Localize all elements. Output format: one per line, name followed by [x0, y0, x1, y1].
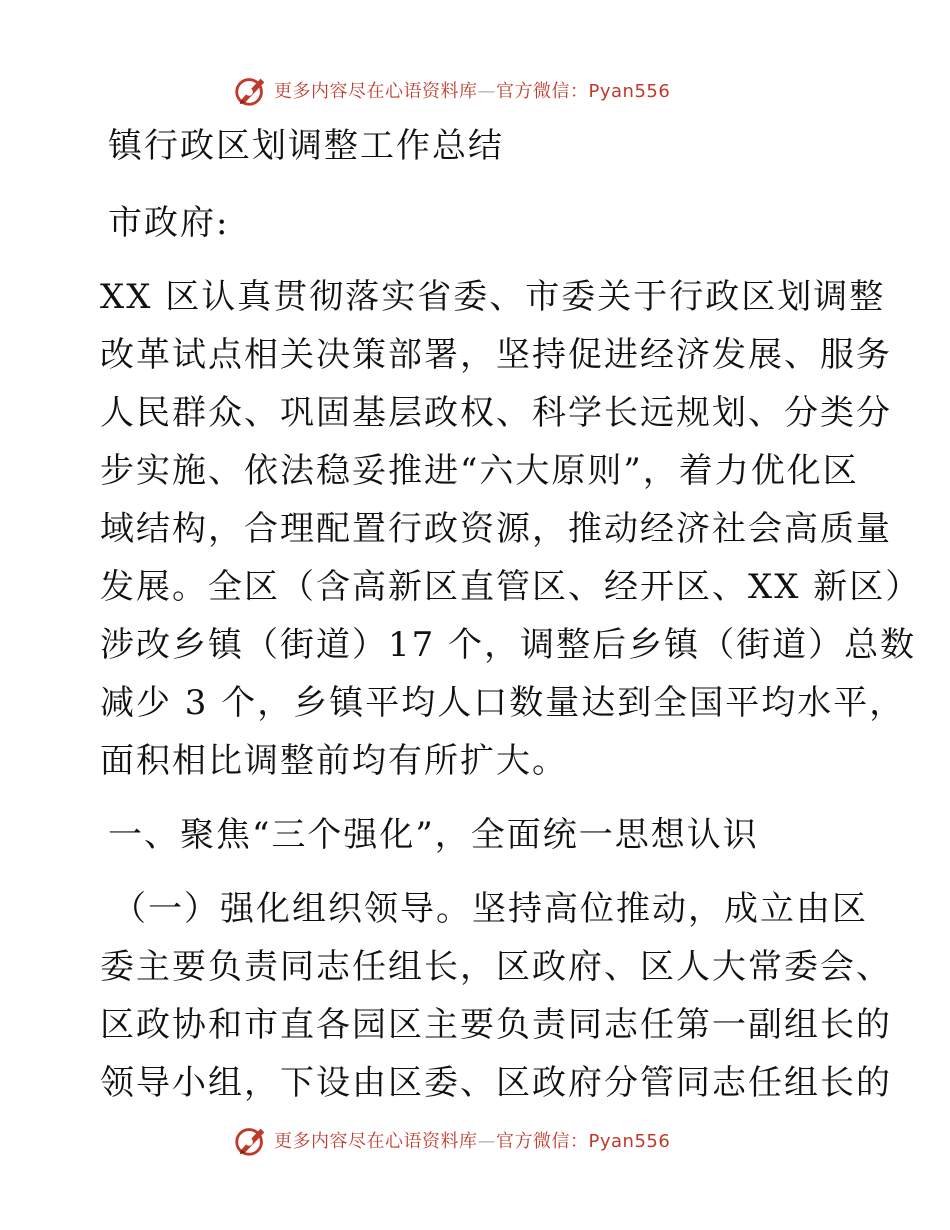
paragraph-line: 减少 3 个，乡镇平均人口数量达到全国平均水平， [100, 683, 906, 723]
paragraph-line: 发展。全区（含高新区直管区、经开区、XX 新区） [100, 567, 922, 607]
paragraph-line: 涉改乡镇（街道）17 个，调整后乡镇（街道）总数 [100, 625, 917, 665]
paragraph-line: 人民群众、巩固基层政权、科学长远规划、分类分 [100, 393, 892, 433]
pen-logo-icon [232, 1121, 270, 1159]
paragraph-line: 改革试点相关决策部署，坚持促进经济发展、服务 [100, 335, 892, 375]
paragraph-line: 步实施、依法稳妥推进“六大原则”，着力优化区 [100, 451, 859, 491]
watermark-banner-top [232, 70, 712, 110]
document-title: 镇行政区划调整工作总结 [108, 126, 504, 166]
watermark-text: 更多内容尽在心语资料库—官方微信：Pyan556 [274, 81, 671, 102]
watermark-text: 更多内容尽在心语资料库—官方微信：Pyan556 [274, 1131, 671, 1152]
watermark-banner-bottom [232, 1120, 712, 1160]
section-heading: 一、聚焦“三个强化”，全面统一思想认识 [108, 815, 759, 855]
paragraph-line: 区政协和市直各园区主要负责同志任第一副组长的 [100, 1005, 892, 1045]
salutation: 市政府: [108, 203, 230, 243]
paragraph-line: 面积相比调整前均有所扩大。 [100, 741, 568, 781]
paragraph-line: 域结构，合理配置行政资源，推动经济社会高质量 [100, 509, 892, 549]
paragraph-line: 领导小组，下设由区委、区政府分管同志任组长的 [100, 1063, 892, 1103]
paragraph-line: XX 区认真贯彻落实省委、市委关于行政区划调整 [100, 277, 886, 317]
paragraph-line: （一）强化组织领导。坚持高位推动，成立由区 [112, 889, 868, 929]
paragraph-line: 委主要负责同志任组长，区政府、区人大常委会、 [100, 947, 892, 987]
pen-logo-icon [232, 71, 270, 109]
